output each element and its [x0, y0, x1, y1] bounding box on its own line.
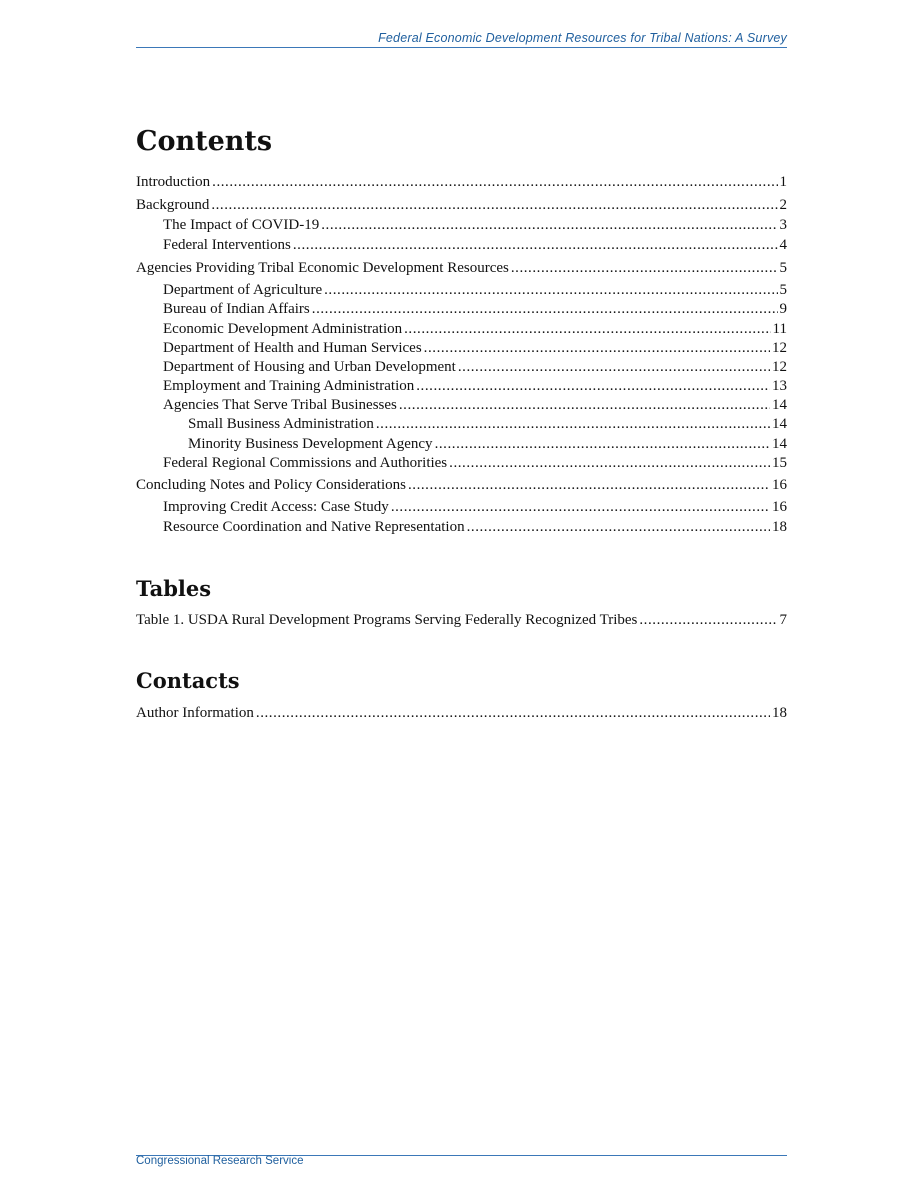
- toc-entry-title: Table 1. USDA Rural Development Programs Serving Federally Recognized Tribes: [136, 612, 638, 628]
- toc-entry-concluding-notes[interactable]: [136, 477, 787, 496]
- toc-entry-page: 16: [772, 499, 787, 515]
- toc-entry-department-of-agriculture[interactable]: [136, 282, 787, 301]
- toc-entry-federal-regional-commissions[interactable]: [136, 455, 787, 474]
- dot-leader: [408, 477, 770, 494]
- toc-entry-bureau-of-indian-affairs[interactable]: [136, 301, 787, 320]
- toc-entry-page: 2: [779, 197, 787, 213]
- toc-entry-agencies-that-serve-tribal-businesses[interactable]: [136, 397, 787, 416]
- toc-entry-small-business-administration[interactable]: [136, 416, 787, 435]
- toc-entry-page: 7: [779, 612, 787, 628]
- toc-entry-title: Agencies Providing Tribal Economic Development Resources: [136, 260, 509, 276]
- toc-entry-page: 5: [779, 260, 787, 276]
- toc-entry-page: 11: [772, 321, 787, 337]
- toc-entry-federal-interventions[interactable]: [136, 237, 787, 256]
- toc-entry-page: 14: [772, 436, 787, 452]
- toc-entry-title: Introduction: [136, 174, 211, 190]
- toc-entry-page: 14: [772, 416, 787, 432]
- toc-entry-minority-business-development-agency[interactable]: [136, 436, 787, 455]
- toc-entry-title: Minority Business Development Agency: [188, 436, 433, 452]
- contacts-heading: Contacts: [136, 668, 240, 693]
- toc-entry-page: 12: [772, 340, 787, 356]
- toc-entry-page: 5: [779, 282, 787, 298]
- dot-leader: [399, 397, 770, 414]
- dot-leader: [458, 359, 770, 376]
- toc-entry-agencies-providing-resources[interactable]: [136, 260, 787, 279]
- toc-entry-title: Bureau of Indian Affairs: [163, 301, 310, 317]
- toc-entry-page: 13: [772, 378, 787, 394]
- toc-entry-title: The Impact of COVID-19: [163, 217, 320, 233]
- dot-leader: [391, 499, 770, 516]
- toc-entry-impact-of-covid-19[interactable]: [136, 217, 787, 236]
- dot-leader: [449, 455, 770, 472]
- toc-entry-title: Background: [136, 197, 210, 213]
- toc-entry-title: Department of Health and Human Services: [163, 340, 422, 356]
- contents-heading: Contents: [136, 126, 273, 157]
- toc-entry-page: 1: [779, 174, 787, 190]
- toc-entry-title: Department of Agriculture: [163, 282, 323, 298]
- dot-leader: [324, 282, 777, 299]
- dot-leader: [416, 378, 770, 395]
- toc-entry-title: Resource Coordination and Native Representation: [163, 519, 465, 535]
- toc-entry-page: 18: [772, 705, 787, 721]
- toc-entry-improving-credit-access[interactable]: [136, 499, 787, 518]
- toc-entry-page: 3: [779, 217, 787, 233]
- toc-entry-author-information[interactable]: [136, 705, 787, 724]
- dot-leader: [424, 340, 770, 357]
- dot-leader: [511, 260, 778, 277]
- toc-entry-title: Economic Development Administration: [163, 321, 403, 337]
- toc-entry-economic-development-administration[interactable]: [136, 321, 787, 340]
- dot-leader: [211, 197, 777, 214]
- dot-leader: [256, 705, 770, 722]
- toc-entry-page: 15: [772, 455, 787, 471]
- toc-entry-page: 16: [772, 477, 787, 493]
- dot-leader: [293, 237, 778, 254]
- toc-entry-title: Federal Regional Commissions and Authorities: [163, 455, 448, 471]
- toc-entry-page: 18: [772, 519, 787, 535]
- toc-entry-introduction[interactable]: [136, 174, 787, 193]
- toc-entry-title: Author Information: [136, 705, 254, 721]
- dot-leader: [435, 436, 770, 453]
- toc-entry-resource-coordination[interactable]: [136, 519, 787, 538]
- toc-entry-page: 9: [779, 301, 787, 317]
- toc-entry-page: 14: [772, 397, 787, 413]
- dot-leader: [467, 519, 770, 536]
- dot-leader: [321, 217, 777, 234]
- dot-leader: [404, 321, 770, 338]
- toc-entry-title: Employment and Training Administration: [163, 378, 415, 394]
- toc-entry-title: Federal Interventions: [163, 237, 291, 253]
- dot-leader: [212, 174, 777, 191]
- toc-entry-title: Department of Housing and Urban Development: [163, 359, 456, 375]
- toc-entry-background[interactable]: [136, 197, 787, 216]
- header-rule: [136, 47, 787, 48]
- running-header-title: Federal Economic Development Resources for Tribal Nations: A Survey: [378, 31, 787, 45]
- toc-entry-health-and-human-services[interactable]: [136, 340, 787, 359]
- toc-entry-table-1[interactable]: [136, 612, 787, 631]
- dot-leader: [376, 416, 770, 433]
- toc-entry-page: 4: [779, 237, 787, 253]
- tables-heading: Tables: [136, 576, 212, 601]
- toc-entry-title: Concluding Notes and Policy Considerations: [136, 477, 406, 493]
- toc-entry-employment-and-training-administration[interactable]: [136, 378, 787, 397]
- toc-entry-title: Improving Credit Access: Case Study: [163, 499, 389, 515]
- dot-leader: [312, 301, 778, 318]
- toc-entry-title: Small Business Administration: [188, 416, 374, 432]
- toc-entry-title: Agencies That Serve Tribal Businesses: [163, 397, 397, 413]
- dot-leader: [639, 612, 777, 629]
- footer-organization: Congressional Research Service: [136, 1155, 304, 1167]
- toc-entry-page: 12: [772, 359, 787, 375]
- toc-entry-housing-and-urban-development[interactable]: [136, 359, 787, 378]
